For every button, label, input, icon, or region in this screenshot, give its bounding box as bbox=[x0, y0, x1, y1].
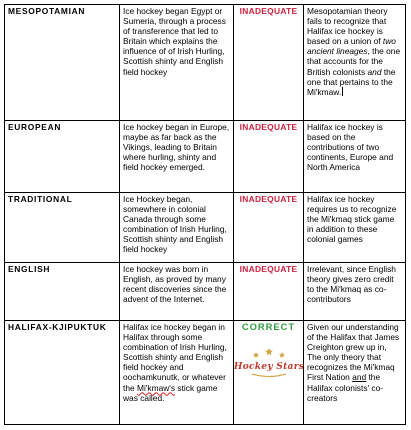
verdict-label: INADEQUATE bbox=[234, 5, 304, 121]
theory-name: MESOPOTAMIAN bbox=[5, 5, 120, 121]
assessment-segment: the Halifax colonists' co-creators bbox=[307, 372, 384, 403]
origin-segment: Halifax ice hockey began in Halifax through some combination of Irish Hurling, Scottish shinty and English field hockey and oochamkunutk, or whatever the bbox=[123, 322, 227, 393]
table-row bbox=[5, 321, 406, 425]
theory-name: HALIFAX-KJIPUKTUK bbox=[5, 321, 120, 425]
verdict-label: CORRECT bbox=[241, 321, 296, 332]
table-row bbox=[5, 193, 406, 263]
assessment-text bbox=[304, 321, 406, 425]
origin-description bbox=[120, 321, 234, 425]
assessment-text bbox=[304, 5, 406, 121]
origin-description: Ice hockey began in Europe, maybe as far back as the Vikings, leading to Britain where hurling, shinty and field hockey emerged. bbox=[120, 121, 234, 193]
assessment-emphasis: and bbox=[367, 66, 382, 77]
assessment-segment: Given our understanding of the Halifax that James Creighton grew up in, The only theory that recognizes the Mi'kmaq First Nation bbox=[307, 322, 400, 383]
origin-description: Ice Hockey began, somewhere in colonial Canada through some combination of Irish Hurling, Scottish shinty and English field hockey bbox=[120, 193, 234, 263]
text-cursor bbox=[342, 87, 343, 96]
verdict-label: INADEQUATE bbox=[234, 121, 304, 193]
theory-name: EUROPEAN bbox=[5, 121, 120, 193]
assessment-text: Halifax ice hockey requires us to recognize the Mi'kmaq stick game in addition to these colonial games bbox=[304, 193, 406, 263]
spellcheck-flagged-word: Mi'kmaw's bbox=[136, 382, 176, 393]
assessment-segment: , the one that accounts for the British colonists bbox=[307, 46, 401, 77]
assessment-text: Halifax ice hockey is based on the contributions of two continents, Europe and North America bbox=[304, 121, 406, 193]
logo-stars bbox=[253, 348, 285, 358]
origin-description: Ice hockey began Egypt or Sumeria, through a process of transference that led to Britain which explains the influence of of Irish Hurling, Scottish shinty and English field hockey bbox=[120, 5, 234, 121]
assessment-segment: the one that pertains to the Mi'kmaw. bbox=[307, 66, 396, 97]
origin-segment: stick game was called. bbox=[123, 382, 218, 403]
theory-name: ENGLISH bbox=[5, 263, 120, 321]
assessment-segment: Mesopotamian theory fails to recognize that Halifax ice hockey is based on a union of bbox=[307, 6, 388, 47]
theory-name: TRADITIONAL bbox=[5, 193, 120, 263]
table-row bbox=[5, 263, 406, 321]
table-row bbox=[5, 121, 406, 193]
origin-description: Ice hockey was born in English, as proved by many recent discoveries since the advent of the Internet. bbox=[120, 263, 234, 321]
assessment-underlined: and bbox=[352, 372, 367, 383]
verdict-cell bbox=[234, 321, 304, 425]
assessment-text: Irrelevant, since English theory gives zero credit to the Mi'kmaq as co-contributors bbox=[304, 263, 406, 321]
table-row bbox=[5, 5, 406, 121]
verdict-label: INADEQUATE bbox=[234, 193, 304, 263]
assessment-emphasis: two ancient lineages bbox=[307, 36, 396, 57]
logo-swoosh bbox=[252, 374, 286, 377]
hockey-stars-logo bbox=[233, 346, 304, 382]
hockey-origin-theories-table bbox=[4, 4, 406, 425]
verdict-label: INADEQUATE bbox=[234, 263, 304, 321]
logo-wordmark: Hockey Stars bbox=[233, 362, 304, 373]
